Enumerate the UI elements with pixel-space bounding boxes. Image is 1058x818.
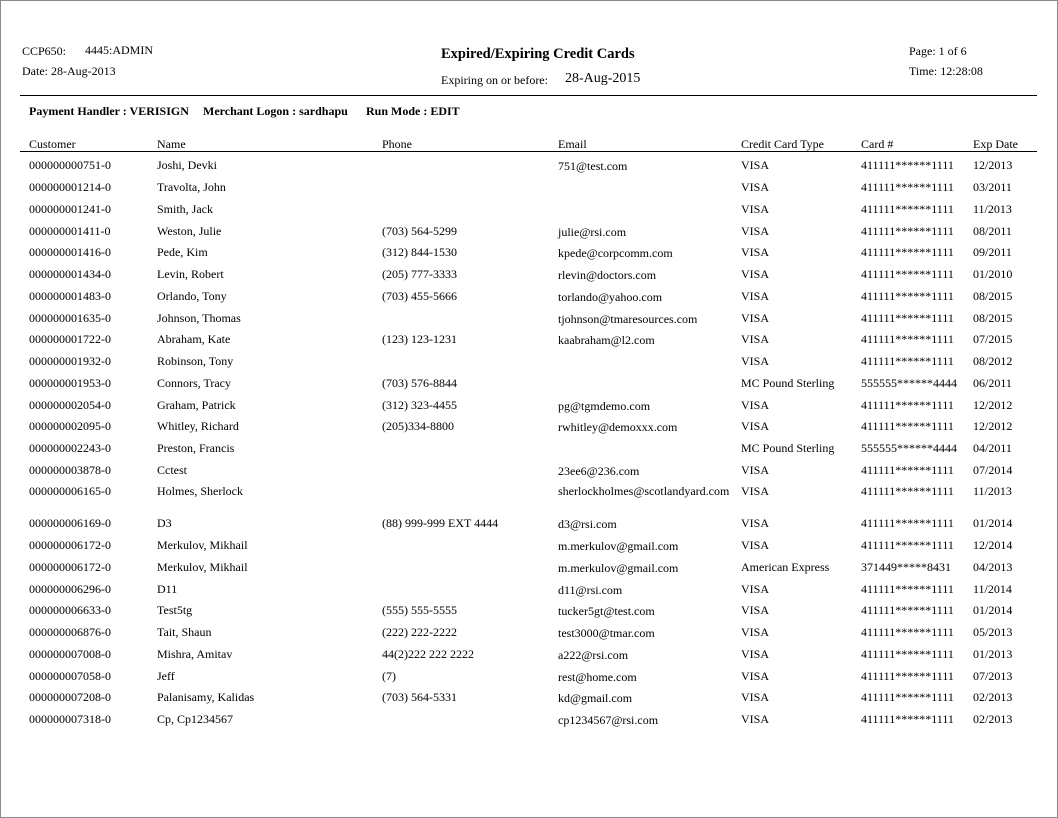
exp-date: 12/2012 — [973, 398, 1013, 412]
customer-id: 000000006172-0 — [29, 538, 111, 552]
customer-id: 000000003878-0 — [29, 463, 111, 477]
exp-date: 01/2014 — [973, 516, 1013, 530]
customer-id: 000000007008-0 — [29, 647, 111, 661]
report-time: Time: 12:28:08 — [909, 64, 983, 78]
exp-date: 07/2013 — [973, 669, 1013, 683]
customer-email: cp1234567@rsi.com — [558, 713, 659, 727]
customer-phone: (703) 455-5666 — [382, 289, 457, 303]
customer-id: 000000001416-0 — [29, 245, 111, 259]
card-type: VISA — [741, 289, 770, 303]
customer-name: Pede, Kim — [157, 245, 208, 259]
table-row — [1, 603, 1057, 625]
customer-name: Cp, Cp1234567 — [157, 712, 234, 726]
card-number: 411111******1111 — [861, 625, 954, 639]
customer-phone: (703) 564-5299 — [382, 224, 457, 238]
customer-name: Holmes, Sherlock — [157, 484, 243, 498]
card-type: VISA — [741, 311, 770, 325]
customer-email: rwhitley@demoxxx.com — [558, 420, 678, 434]
card-type: VISA — [741, 690, 770, 704]
card-type: VISA — [741, 224, 770, 238]
card-number: 411111******1111 — [861, 332, 954, 346]
run-mode: Run Mode : EDIT — [366, 104, 460, 118]
customer-id: 000000001932-0 — [29, 354, 111, 368]
customer-name: Johnson, Thomas — [157, 311, 241, 325]
customer-name: Test5tg — [157, 603, 193, 617]
card-number: 411111******1111 — [861, 603, 954, 617]
customer-id: 000000001214-0 — [29, 180, 111, 194]
card-type: MC Pound Sterling — [741, 441, 835, 455]
customer-name: Whitley, Richard — [157, 419, 239, 433]
report-date: Date: 28-Aug-2013 — [22, 64, 116, 78]
card-number: 411111******1111 — [861, 463, 954, 477]
customer-name: Orlando, Tony — [157, 289, 227, 303]
exp-date: 02/2013 — [973, 712, 1013, 726]
exp-date: 11/2013 — [973, 484, 1012, 498]
customer-name: Merkulov, Mikhail — [157, 560, 248, 574]
table-row — [1, 419, 1057, 441]
card-number: 555555******4444 — [861, 441, 957, 455]
card-number: 411111******1111 — [861, 582, 954, 596]
customer-name: D3 — [157, 516, 172, 530]
col-card-type: Credit Card Type — [741, 137, 824, 151]
exp-date: 12/2014 — [973, 538, 1013, 552]
customer-id: 000000000751-0 — [29, 158, 111, 172]
customer-name: Levin, Robert — [157, 267, 224, 281]
table-row — [1, 538, 1057, 560]
card-number: 411111******1111 — [861, 647, 954, 661]
customer-phone: (7) — [382, 669, 396, 683]
exp-date: 08/2012 — [973, 354, 1013, 368]
exp-date: 01/2013 — [973, 647, 1013, 661]
card-type: VISA — [741, 712, 770, 726]
customer-id: 000000006169-0 — [29, 516, 111, 530]
customer-email: kpede@corpcomm.com — [558, 246, 673, 260]
card-type: VISA — [741, 158, 770, 172]
column-rule — [20, 151, 1037, 152]
card-type: VISA — [741, 202, 770, 216]
card-number: 411111******1111 — [861, 224, 954, 238]
customer-name: Smith, Jack — [157, 202, 213, 216]
customer-email: m.merkulov@gmail.com — [558, 539, 679, 553]
customer-email: d11@rsi.com — [558, 583, 623, 597]
customer-email: pg@tgmdemo.com — [558, 399, 651, 413]
card-number: 411111******1111 — [861, 158, 954, 172]
card-type: VISA — [741, 484, 770, 498]
customer-name: Preston, Francis — [157, 441, 235, 455]
card-type: VISA — [741, 603, 770, 617]
card-number: 411111******1111 — [861, 311, 954, 325]
customer-email: d3@rsi.com — [558, 517, 617, 531]
card-number: 371449*****8431 — [861, 560, 951, 574]
table-row — [1, 463, 1057, 485]
table-row — [1, 712, 1057, 734]
table-row — [1, 669, 1057, 691]
col-exp-date: Exp Date — [973, 137, 1018, 151]
payment-handler: Payment Handler : VERISIGN — [29, 104, 189, 118]
card-type: VISA — [741, 669, 770, 683]
card-type: VISA — [741, 267, 770, 281]
table-row — [1, 354, 1057, 376]
customer-phone: (205) 777-3333 — [382, 267, 457, 281]
customer-name: Joshi, Devki — [157, 158, 217, 172]
exp-date: 07/2015 — [973, 332, 1013, 346]
col-customer: Customer — [29, 137, 76, 151]
customer-name: Merkulov, Mikhail — [157, 538, 248, 552]
table-row — [1, 560, 1057, 582]
card-number: 411111******1111 — [861, 289, 954, 303]
customer-name: Palanisamy, Kalidas — [157, 690, 255, 704]
customer-email: test3000@tmar.com — [558, 626, 655, 640]
customer-name: Jeff — [157, 669, 175, 683]
customer-id: 000000001483-0 — [29, 289, 111, 303]
table-row — [1, 441, 1057, 463]
card-type: VISA — [741, 463, 770, 477]
table-row — [1, 311, 1057, 333]
customer-phone: (123) 123-1231 — [382, 332, 457, 346]
table-row — [1, 202, 1057, 224]
customer-id: 000000007208-0 — [29, 690, 111, 704]
col-phone: Phone — [382, 137, 412, 151]
customer-phone: (222) 222-2222 — [382, 625, 457, 639]
header-rule — [20, 95, 1037, 96]
customer-phone: (312) 323-4455 — [382, 398, 457, 412]
customer-id: 000000002243-0 — [29, 441, 111, 455]
customer-name: Abraham, Kate — [157, 332, 231, 346]
table-row — [1, 398, 1057, 420]
customer-id: 000000007058-0 — [29, 669, 111, 683]
table-row — [1, 332, 1057, 354]
customer-name: Graham, Patrick — [157, 398, 236, 412]
customer-email: kd@gmail.com — [558, 691, 633, 705]
exp-date: 12/2013 — [973, 158, 1013, 172]
customer-email: tjohnson@tmaresources.com — [558, 312, 698, 326]
customer-id: 000000006296-0 — [29, 582, 111, 596]
card-type: VISA — [741, 647, 770, 661]
exp-date: 04/2013 — [973, 560, 1013, 574]
card-number: 555555******4444 — [861, 376, 957, 390]
customer-email: m.merkulov@gmail.com — [558, 561, 679, 575]
customer-phone: (703) 576-8844 — [382, 376, 457, 390]
table-row — [1, 158, 1057, 180]
table-row — [1, 245, 1057, 267]
customer-email: 751@test.com — [558, 159, 628, 173]
exp-date: 01/2010 — [973, 267, 1013, 281]
card-type: VISA — [741, 180, 770, 194]
card-type: VISA — [741, 398, 770, 412]
exp-date: 08/2015 — [973, 311, 1013, 325]
card-type: VISA — [741, 582, 770, 596]
customer-email: kaabraham@l2.com — [558, 333, 655, 347]
customer-phone: (555) 555-5555 — [382, 603, 457, 617]
customer-id: 000000006172-0 — [29, 560, 111, 574]
exp-date: 12/2012 — [973, 419, 1013, 433]
card-type: American Express — [741, 560, 830, 574]
customer-id: 000000001722-0 — [29, 332, 111, 346]
customer-phone: 44(2)222 222 2222 — [382, 647, 474, 661]
table-row — [1, 690, 1057, 712]
card-type: VISA — [741, 419, 770, 433]
card-type: VISA — [741, 538, 770, 552]
customer-name: Cctest — [157, 463, 187, 477]
card-number: 411111******1111 — [861, 690, 954, 704]
customer-email: 23ee6@236.com — [558, 464, 640, 478]
table-row — [1, 647, 1057, 669]
customer-name: Mishra, Amitav — [157, 647, 233, 661]
table-row — [1, 484, 1057, 516]
customer-phone: (88) 999-999 EXT 4444 — [382, 516, 499, 530]
card-number: 411111******1111 — [861, 267, 954, 281]
customer-email: rlevin@doctors.com — [558, 268, 657, 282]
col-name: Name — [157, 137, 186, 151]
table-row — [1, 582, 1057, 604]
expiring-label: Expiring on or before: — [441, 73, 548, 87]
exp-date: 09/2011 — [973, 245, 1012, 259]
customer-id: 000000006633-0 — [29, 603, 111, 617]
card-type: MC Pound Sterling — [741, 376, 835, 390]
customer-email: a222@rsi.com — [558, 648, 629, 662]
table-row — [1, 267, 1057, 289]
customer-name: Travolta, John — [157, 180, 226, 194]
exp-date: 01/2014 — [973, 603, 1013, 617]
customer-id: 000000002054-0 — [29, 398, 111, 412]
customer-id: 000000002095-0 — [29, 419, 111, 433]
table-row — [1, 625, 1057, 647]
program-code: CCP650: — [22, 44, 67, 58]
card-type: VISA — [741, 354, 770, 368]
report-title: Expired/Expiring Credit Cards — [441, 46, 635, 62]
customer-name: Connors, Tracy — [157, 376, 232, 390]
card-number: 411111******1111 — [861, 398, 954, 412]
card-number: 411111******1111 — [861, 538, 954, 552]
customer-email: rest@home.com — [558, 670, 637, 684]
page-number: Page: 1 of 6 — [909, 44, 967, 58]
exp-date: 02/2013 — [973, 690, 1013, 704]
customer-email: sherlockholmes@scotlandyard.com — [558, 484, 730, 498]
col-email: Email — [558, 137, 587, 151]
customer-name: D11 — [157, 582, 178, 596]
customer-email: tucker5gt@test.com — [558, 604, 655, 618]
customer-phone: (312) 844-1530 — [382, 245, 457, 259]
col-card-number: Card # — [861, 137, 894, 151]
customer-id: 000000006876-0 — [29, 625, 111, 639]
card-type: VISA — [741, 625, 770, 639]
card-number: 411111******1111 — [861, 245, 954, 259]
customer-name: Robinson, Tony — [157, 354, 234, 368]
customer-id: 000000001411-0 — [29, 224, 111, 238]
card-number: 411111******1111 — [861, 202, 954, 216]
expiring-date: 28-Aug-2015 — [565, 71, 641, 86]
customer-id: 000000006165-0 — [29, 484, 111, 498]
exp-date: 03/2011 — [973, 180, 1012, 194]
customer-name: Tait, Shaun — [157, 625, 212, 639]
table-row — [1, 180, 1057, 202]
customer-phone: (703) 564-5331 — [382, 690, 457, 704]
merchant-logon: Merchant Logon : sardhapu — [203, 104, 348, 118]
card-number: 411111******1111 — [861, 484, 954, 498]
card-type: VISA — [741, 245, 770, 259]
card-number: 411111******1111 — [861, 354, 954, 368]
card-type: VISA — [741, 332, 770, 346]
card-type: VISA — [741, 516, 770, 530]
table-row — [1, 376, 1057, 398]
card-number: 411111******1111 — [861, 516, 954, 530]
customer-email: torlando@yahoo.com — [558, 290, 663, 304]
exp-date: 08/2015 — [973, 289, 1013, 303]
card-number: 411111******1111 — [861, 669, 954, 683]
card-number: 411111******1111 — [861, 712, 954, 726]
customer-name: Weston, Julie — [157, 224, 222, 238]
exp-date: 07/2014 — [973, 463, 1013, 477]
table-row — [1, 289, 1057, 311]
card-number: 411111******1111 — [861, 180, 954, 194]
exp-date: 11/2013 — [973, 202, 1012, 216]
exp-date: 05/2013 — [973, 625, 1013, 639]
customer-id: 000000001434-0 — [29, 267, 111, 281]
customer-id: 000000001635-0 — [29, 311, 111, 325]
card-number: 411111******1111 — [861, 419, 954, 433]
user-id: 4445:ADMIN — [85, 43, 153, 57]
table-row — [1, 224, 1057, 246]
customer-email: julie@rsi.com — [558, 225, 627, 239]
exp-date: 04/2011 — [973, 441, 1012, 455]
exp-date: 08/2011 — [973, 224, 1012, 238]
exp-date: 06/2011 — [973, 376, 1012, 390]
customer-id: 000000007318-0 — [29, 712, 111, 726]
customer-id: 000000001953-0 — [29, 376, 111, 390]
customer-phone: (205)334-8800 — [382, 419, 454, 433]
table-row — [1, 516, 1057, 538]
customer-id: 000000001241-0 — [29, 202, 111, 216]
exp-date: 11/2014 — [973, 582, 1012, 596]
